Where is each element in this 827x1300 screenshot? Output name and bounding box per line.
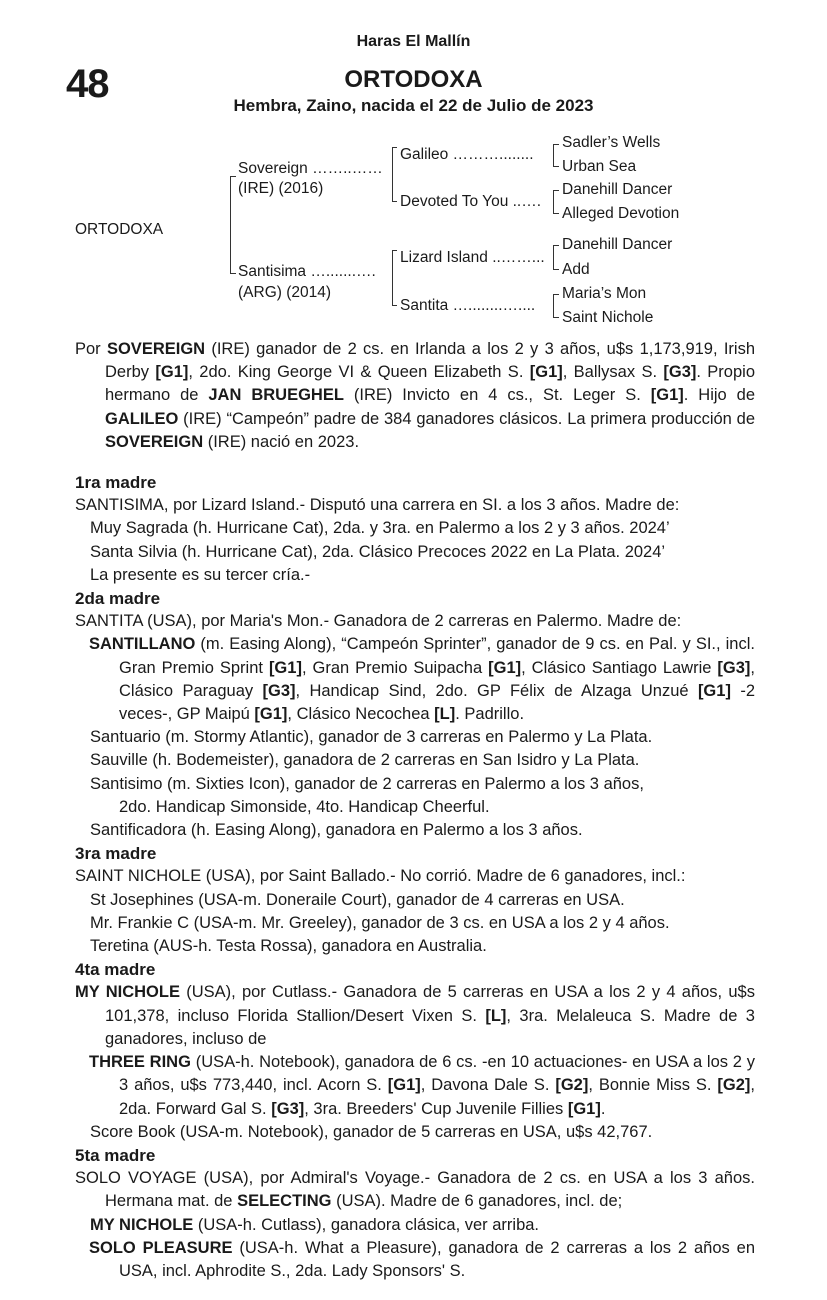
farm-name: Haras El Mallín [356, 33, 471, 50]
pedigree-dam-sire: Lizard Island ..……... [400, 249, 545, 266]
list-item: Santa Silvia (h. Hurricane Cat), 2da. Clásico Precoces 2022 en La Plata. 2024’ [90, 542, 666, 561]
pedigree-sire: Sovereign ……..…… [238, 160, 383, 177]
list-item: La presente es su tercer cría.- [90, 565, 311, 584]
third-dam-intro: SAINT NICHOLE (USA), por Saint Ballado.- No corrió. Madre de 6 ganadores, incl.: [75, 867, 686, 886]
first-dam-intro: SANTISIMA, por Lizard Island.- Disputó una carrera en SI. a los 3 años. Madre de: [75, 496, 680, 515]
pedigree-sdd: Alleged Devotion [562, 205, 680, 222]
pedigree-dam-info: (ARG) (2014) [238, 284, 332, 301]
pedigree-dds: Maria’s Mon [562, 285, 647, 302]
list-item: SANTILLANO (m. Easing Along), “Campeón Sprinter”, ganador de 9 cs. en Pal. y SI., incl. Gran Premio Sprint [G1], Gran Premio Suipacha [G1], Clásico Santiago Lawrie [G3], Clásico Paraguay [G3], Handicap Sind, 2do. GP Félix de Alzaga Unzué [G1] -2 veces-, GP Maipú [G1], Clásico Necochea [L]. Padrillo. [89, 635, 755, 724]
fourth-dam-heading: 4ta madre [75, 960, 156, 980]
list-item-continued: 2do. Handicap Simonside, 4to. Handicap Cheerful. [119, 797, 490, 816]
list-item: St Josephines (USA-m. Doneraile Court), ganador de 4 carreras en USA. [90, 890, 625, 909]
list-item: THREE RING (USA-h. Notebook), ganadora de 6 cs. -en 10 actuaciones- en USA a los 2 y 3 años, u$s 773,440, incl. Acorn S. [G1], Davona Dale S. [G2], Bonnie Miss S. [G2], 2da. Forward Gal S. [G3], 3ra. Breeders' Cup Juvenile Fillies [G1]. [89, 1053, 755, 1118]
list-item: Santificadora (h. Easing Along), ganadora en Palermo a los 3 años. [90, 821, 583, 840]
fifth-dam-heading: 5ta madre [75, 1145, 156, 1165]
list-item: Santuario (m. Stormy Atlantic), ganador de 3 carreras en Palermo y La Plata. [90, 728, 653, 747]
pedigree-sds: Danehill Dancer [562, 181, 673, 198]
third-dam-heading: 3ra madre [75, 844, 157, 864]
list-item: Sauville (h. Bodemeister), ganadora de 2 carreras en San Isidro y La Plata. [90, 751, 640, 770]
pedigree-sss: Sadler’s Wells [562, 134, 661, 151]
pedigree-dss: Danehill Dancer [562, 236, 673, 253]
bracket-line [230, 176, 231, 274]
sire-paragraph: Por SOVEREIGN (IRE) ganador de 2 cs. en Irlanda a los 2 y 3 años, u$s 1,173,919, Irish Derby [G1], 2do. King George VI & Queen Elizabeth S. [G1], Ballysax S. [G3]. Propio hermano de JAN BRUEGHEL (IRE) Invicto en 4 cs., St. Leger S. [G1]. Hijo de GALILEO (IRE) “Campeón” padre de 384 ganadores clásicos. La primera producción de SOVEREIGN (IRE) nació en 2023. [75, 340, 756, 451]
pedigree-ddd: Saint Nichole [562, 309, 654, 326]
list-item: MY NICHOLE (USA-h. Cutlass), ganadora clásica, ver arriba. [90, 1215, 540, 1234]
list-item: Mr. Frankie C (USA-m. Mr. Greeley), ganador de 3 cs. en USA a los 2 y 4 años. [90, 913, 670, 932]
second-dam-intro: SANTITA (USA), por Maria's Mon.- Ganadora de 2 carreras en Palermo. Madre de: [75, 612, 682, 631]
horse-name: ORTODOXA [344, 66, 483, 93]
second-dam-heading: 2da madre [75, 589, 161, 609]
list-item: Score Book (USA-m. Notebook), ganador de 5 carreras en USA, u$s 42,767. [90, 1122, 653, 1141]
pedigree-dsd: Add [562, 261, 590, 278]
pedigree-sire-sire: Galileo ………........ [400, 146, 534, 163]
lot-number: 48 [66, 62, 109, 106]
pedigree-dam: Santisima ….......…. [238, 263, 376, 280]
horse-description: Hembra, Zaino, nacida el 22 de Julio de 2023 [233, 96, 594, 115]
fourth-dam-intro: MY NICHOLE (USA), por Cutlass.- Ganadora de 5 carreras en USA a los 2 y 4 años, u$s 101,378, incluso Florida Stallion/Desert Vixen S. [L], 3ra. Melaleuca S. Madre de 3 ganadores, incluso de [75, 983, 755, 1048]
list-item: Santisimo (m. Sixties Icon), ganador de 2 carreras en Palermo a los 3 años, [90, 774, 644, 793]
list-item: SOLO PLEASURE (USA-h. What a Pleasure), ganadora de 2 carreras a los 2 años en USA, incl. Aphrodite S., 2da. Lady Sponsors' S. [89, 1238, 756, 1280]
pedigree-subject: ORTODOXA [75, 221, 164, 238]
pedigree-sire-info: (IRE) (2016) [238, 180, 324, 197]
fifth-dam-intro: SOLO VOYAGE (USA), por Admiral's Voyage.- Ganadora de 2 cs. en USA a los 3 años. Hermana mat. de SELECTING (USA). Madre de 6 ganadores, incl. de; [75, 1169, 755, 1211]
first-dam-heading: 1ra madre [75, 473, 157, 493]
list-item: Muy Sagrada (h. Hurricane Cat), 2da. y 3ra. en Palermo a los 2 y 3 años. 2024’ [90, 519, 670, 538]
pedigree-sire-dam: Devoted To You ..…. [400, 193, 542, 210]
pedigree-ssd: Urban Sea [562, 158, 637, 175]
pedigree-dam-dam: Santita …........….... [400, 297, 536, 314]
catalog-text [75, 338, 755, 1283]
list-item: Teretina (AUS-h. Testa Rossa), ganadora en Australia. [90, 937, 487, 956]
